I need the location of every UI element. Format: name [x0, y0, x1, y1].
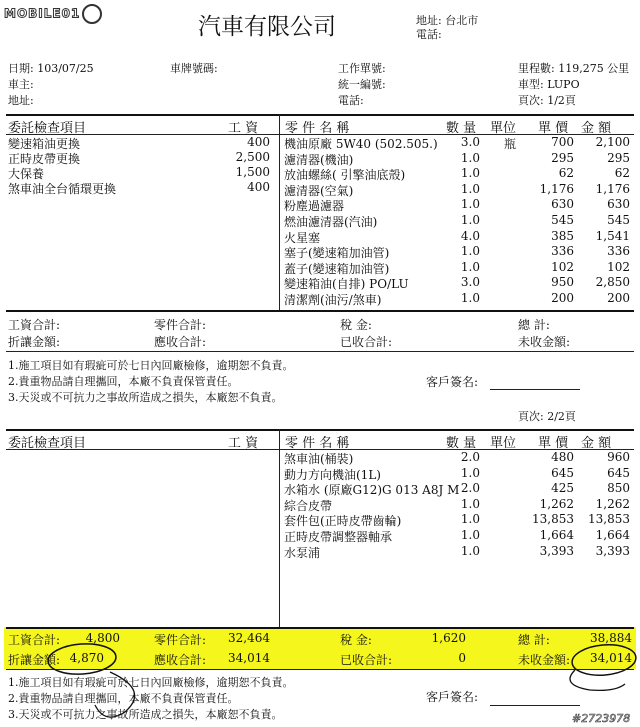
labor-row: 大保養 — [8, 167, 45, 181]
note-1: 1.施工項目如有瑕疵可於七日內回廠檢修，逾期恕不負責。 — [8, 676, 294, 689]
labor-amount: 400 — [247, 135, 270, 149]
part-amount: 545 — [607, 213, 630, 227]
signature-label: 客戶簽名: — [426, 375, 479, 389]
totals1-rule — [6, 351, 634, 352]
unpaid-label: 未收金額: — [518, 335, 571, 349]
company-name: 汽車有限公司 — [198, 14, 336, 40]
part-qty: 2.0 — [460, 450, 480, 464]
part-amount: 960 — [607, 450, 630, 464]
part-amount: 2,100 — [595, 135, 630, 149]
part-name: 濾清器(機油) — [284, 152, 354, 167]
part-price: 200 — [551, 291, 574, 305]
receivable-label: 應收合計: — [154, 653, 207, 667]
part-amount: 1,262 — [595, 496, 630, 511]
part-price: 385 — [551, 228, 574, 243]
part-name: 放油螺絲( 引擎油底殼) — [284, 168, 406, 183]
unpaid-arrow — [570, 670, 625, 690]
tax-label: 稅 金: — [340, 318, 372, 332]
part-amount: 1,176 — [595, 181, 630, 196]
part-price: 1,262 — [539, 496, 574, 511]
part-name: 燃油濾清器(汽油) — [284, 215, 378, 229]
header-part: 零 件 名 稱 — [285, 436, 350, 451]
labor-amount: 400 — [247, 180, 270, 194]
part-name: 清潔劑(油污/煞車) — [284, 293, 382, 307]
part-amount: 295 — [607, 150, 630, 165]
grand-total-label: 總 計: — [518, 633, 550, 647]
tel-field: 電話: — [338, 94, 364, 107]
part-name: 粉塵過濾器 — [284, 199, 345, 214]
part-amount: 645 — [607, 465, 630, 480]
part-qty: 2.0 — [460, 481, 480, 496]
part-price: 700 — [551, 135, 574, 149]
part-amount: 200 — [607, 291, 630, 305]
date-field: 日期: 103/07/25 — [8, 62, 94, 75]
address-field: 地址: — [8, 94, 34, 107]
labor-row: 煞車油全台循環更換 — [8, 182, 117, 196]
part-price: 336 — [551, 244, 574, 259]
grand-total-value: 38,884 — [590, 631, 632, 645]
totals2-rule — [6, 669, 634, 670]
labor-total-label: 工資合計: — [8, 633, 61, 647]
part-price: 62 — [558, 166, 574, 181]
labor-amount: 2,500 — [235, 150, 270, 164]
labor-row: 變速箱油更換 — [8, 137, 81, 151]
part-unit: 瓶 — [504, 137, 517, 151]
header-labor: 工 資 — [228, 121, 259, 136]
part-name: 水泵浦 — [284, 545, 321, 560]
tax-label: 稅 金: — [340, 633, 372, 647]
part-name: 蓋子(變速箱加油管) — [284, 261, 390, 276]
note-2: 2.貴重物品請自理攜回，本廠不負責保管責任。 — [8, 375, 239, 388]
unpaid-value: 34,014 — [590, 651, 632, 665]
discount-label: 折讓金額: — [8, 335, 61, 349]
parts-total-label: 零件合計: — [154, 633, 207, 647]
part-price: 545 — [551, 213, 574, 227]
owner-field: 車主: — [8, 78, 34, 91]
received-label: 已收合計: — [340, 653, 393, 667]
header-part: 零 件 名 稱 — [285, 121, 350, 136]
serial-number: #2723978 — [572, 712, 631, 725]
part-qty: 3.0 — [460, 135, 480, 149]
table2-top-rule — [6, 429, 634, 431]
note-3: 3.天災或不可抗力之事故所造成之損失，本廠恕不負責。 — [8, 391, 283, 404]
part-name: 機油原廠 5W40 (502.505.) — [284, 137, 438, 151]
part-qty: 1.0 — [460, 181, 480, 196]
part-name: 煞車油(桶裝) — [284, 452, 354, 466]
unpaid-label: 未收金額: — [518, 653, 571, 667]
part-amount: 1,664 — [595, 528, 630, 542]
part-amount: 1,541 — [595, 228, 630, 243]
part-price: 1,664 — [539, 528, 574, 542]
parts-total-label: 零件合計: — [154, 318, 207, 332]
note-1: 1.施工項目如有瑕疵可於七日內回廠檢修，逾期恕不負責。 — [8, 359, 294, 372]
note-3: 3.天災或不可抗力之事故所造成之損失，本廠恕不負責。 — [8, 708, 283, 721]
part-price: 950 — [551, 275, 574, 290]
part-name: 變速箱油(自排) PO/LU — [284, 277, 409, 292]
labor-total-value: 4,800 — [85, 631, 120, 645]
tax-value: 1,620 — [431, 631, 466, 645]
part-amount: 62 — [614, 166, 630, 181]
part-price: 480 — [551, 450, 574, 464]
plate-field: 車牌號碼: — [170, 62, 218, 75]
part-qty: 1.0 — [460, 244, 480, 259]
table1-divider — [279, 114, 280, 310]
part-amount: 102 — [607, 259, 630, 274]
part-price: 3,393 — [539, 543, 574, 558]
watermark-logo: MOBILE01 — [4, 4, 102, 24]
part-qty: 1.0 — [460, 213, 480, 227]
mileage-field: 里程數: 119,275 公里 — [518, 62, 630, 75]
part-qty: 1.0 — [460, 465, 480, 480]
company-address: 地址: 台北市 — [416, 14, 479, 27]
part-price: 630 — [551, 197, 574, 212]
table1-bottom-rule — [6, 310, 634, 312]
header-amount: 金 額 — [581, 436, 612, 451]
header-qty: 數 量 — [446, 121, 477, 136]
part-name: 動力方向機油(1L) — [284, 467, 381, 482]
table1-top-rule — [6, 114, 634, 116]
discount-value: 4,870 — [69, 651, 104, 665]
company-phone: 電話: — [416, 28, 442, 41]
signature-line — [490, 705, 580, 706]
part-qty: 1.0 — [460, 197, 480, 212]
part-name: 正時皮帶調整器軸承 — [284, 530, 393, 544]
part-qty: 1.0 — [460, 259, 480, 274]
labor-row: 正時皮帶更換 — [8, 152, 81, 166]
signature-label: 客戶簽名: — [426, 690, 479, 704]
part-amount: 3,393 — [595, 543, 630, 558]
part-name: 濾清器(空氣) — [284, 183, 354, 198]
taxid-field: 統一編號: — [338, 78, 386, 91]
header-item: 委託檢查項目 — [8, 121, 87, 136]
workorder-field: 工作單號: — [338, 62, 386, 75]
model-field: 車型: LUPO — [518, 78, 580, 91]
table2-divider — [279, 429, 280, 627]
part-name: 綜合皮帶 — [284, 498, 333, 513]
header-unit: 單位 — [490, 121, 517, 136]
part-price: 102 — [551, 259, 574, 274]
receivable-value: 34,014 — [228, 651, 270, 665]
part-amount: 13,853 — [588, 512, 630, 527]
part-qty: 1.0 — [460, 496, 480, 511]
part-qty: 4.0 — [460, 228, 480, 243]
receivable-label: 應收合計: — [154, 335, 207, 349]
part-amount: 850 — [607, 481, 630, 496]
part-price: 425 — [551, 481, 574, 496]
part-price: 13,853 — [532, 512, 574, 527]
labor-total-label: 工資合計: — [8, 318, 61, 332]
part-price: 295 — [551, 150, 574, 165]
received-value: 0 — [458, 651, 466, 665]
part-amount: 630 — [607, 197, 630, 212]
header-unit: 單位 — [490, 436, 517, 451]
part-price: 1,176 — [539, 181, 574, 196]
part-qty: 3.0 — [460, 275, 480, 290]
part-qty: 1.0 — [460, 150, 480, 165]
page-number-1: 頁次: 1/2頁 — [518, 94, 576, 107]
header-labor: 工 資 — [228, 436, 259, 451]
part-qty: 1.0 — [460, 166, 480, 181]
header-price: 單 價 — [538, 436, 569, 451]
discount-label: 折讓金額: — [8, 653, 61, 667]
part-amount: 336 — [607, 244, 630, 259]
note-2: 2.貴重物品請自理攜回，本廠不負責保管責任。 — [8, 692, 239, 705]
part-name: 塞子(變速箱加油管) — [284, 246, 390, 261]
header-qty: 數 量 — [446, 436, 477, 451]
page-number-2: 頁次: 2/2頁 — [518, 410, 576, 423]
part-qty: 1.0 — [460, 512, 480, 527]
signature-line — [490, 389, 580, 390]
part-qty: 1.0 — [460, 528, 480, 542]
part-name: 水箱水 (原廠G12)G 013 A8J M — [284, 483, 460, 498]
grand-total-label: 總 計: — [518, 318, 550, 332]
part-amount: 2,850 — [595, 275, 630, 290]
header-price: 單 價 — [538, 121, 569, 136]
labor-amount: 1,500 — [235, 165, 270, 179]
part-name: 套件包(正時皮帶齒輪) — [284, 514, 402, 529]
part-name: 火星塞 — [284, 230, 321, 245]
header-item: 委託檢查項目 — [8, 436, 87, 451]
header-amount: 金 額 — [581, 121, 612, 136]
received-label: 已收合計: — [340, 335, 393, 349]
part-price: 645 — [551, 465, 574, 480]
parts-total-value: 32,464 — [228, 631, 270, 645]
part-qty: 1.0 — [460, 291, 480, 305]
part-qty: 1.0 — [460, 543, 480, 558]
table2-bottom-rule — [6, 627, 634, 629]
